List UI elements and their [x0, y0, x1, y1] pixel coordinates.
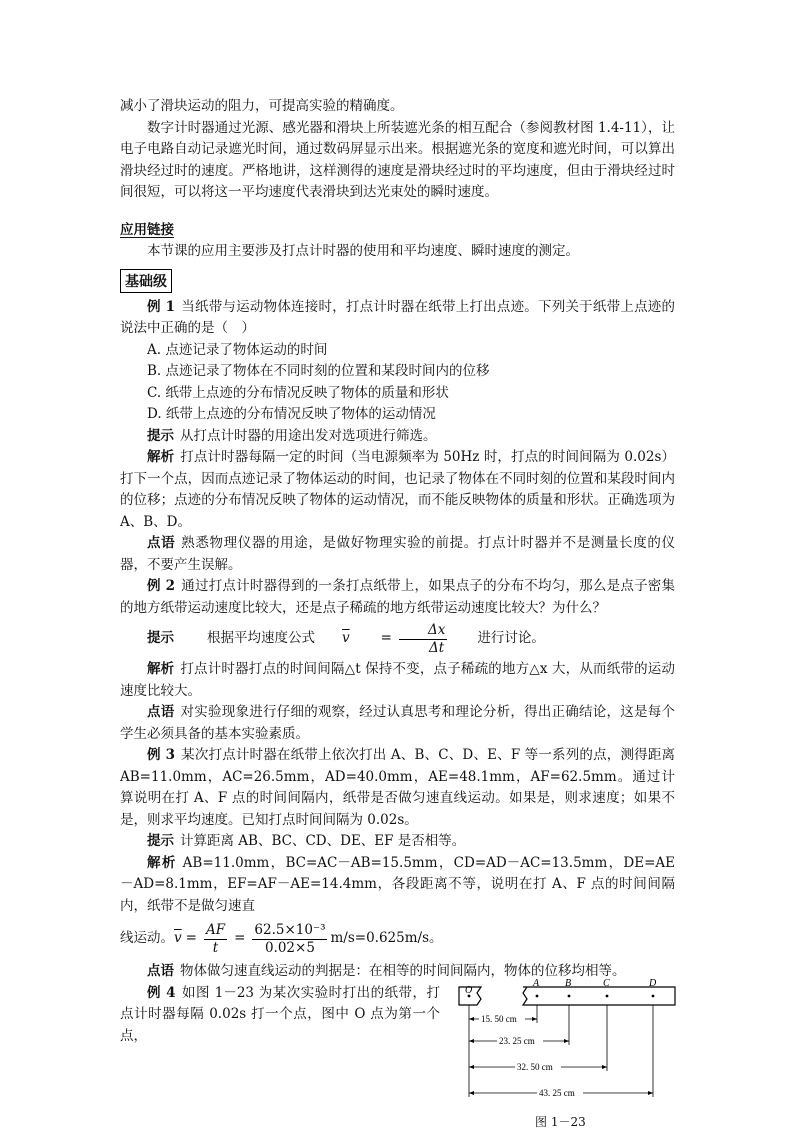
tape-figure: [457, 979, 677, 1119]
mean-velocity-symbol: $\overline{v}$: [342, 630, 350, 647]
equals-sign: =: [185, 930, 197, 947]
ex4-question: [120, 983, 440, 1048]
dim-label-oc: 32. 50 cm: [517, 1061, 553, 1072]
ex1-comment-text: 熟悉物理仪器的用途，是做好物理实验的前提。打点计时器并不是测量长度的仪器，不要产生误解。: [120, 535, 675, 573]
ex1-analysis: [120, 447, 675, 533]
point-d: [652, 994, 655, 997]
document-page: [120, 96, 676, 1129]
fraction-numerator: Δx: [399, 622, 447, 640]
point-a: [536, 994, 539, 997]
ex3-formula-after: m/s=0.625m/s。: [330, 930, 443, 947]
ex3-analysis-text: AB=11.0mm，BC=AC－AB=15.5mm，CD=AD－AC=13.5mm，DE=AE－AD=8.1mm，EF=AF－AE=14.4mm，各段距离不等，说明在打 A、F 点的时间间隔内，纸带不是做匀速直: [120, 854, 676, 914]
ex4-label: 例 4: [147, 984, 176, 1001]
ex2-question: [120, 576, 675, 619]
equals-sign: =: [380, 630, 392, 647]
distance-over-time-fraction: [204, 922, 227, 957]
ex3-formula: [120, 917, 675, 961]
ex3-formula-before: 线运动。: [120, 930, 174, 947]
ex3-label: 例 3: [147, 747, 175, 763]
intro-paragraph-1: 减小了滑块运动的阻力，可提高实验的精确度。: [120, 98, 404, 114]
ex2-analysis: [120, 659, 675, 702]
ex2-label: 例 2: [147, 578, 176, 594]
ex1-hint-text: 从打点计时器的用途出发对选项进行筛选。: [180, 427, 437, 444]
dim-label-ob: 23. 25 cm: [499, 1035, 535, 1046]
ex2-analysis-text: 打点计时器打点的时间间隔△t 保持不变，点子稀疏的地方△x 大，从而纸带的运动速度比较大。: [120, 661, 675, 699]
ex1-question: [120, 297, 675, 340]
ex3-analysis: [120, 853, 675, 918]
ex1-label: 例 1: [147, 298, 176, 315]
label-c: C: [603, 978, 610, 989]
ex1-option-a: A. 点迹记录了物体运动的时间: [147, 341, 328, 358]
ex2-comment-text: 对实验现象进行仔细的观察，经过认真思考和理论分析，得出正确结论，这是每个学生必须具备的基本实验素质。: [120, 704, 676, 742]
fraction-denominator: 0.02×5: [264, 939, 315, 956]
ex3-question: [120, 745, 675, 831]
ex2-hint-before: 根据平均速度公式: [207, 630, 315, 647]
ex1-analysis-text: 打点计时器每隔一定的时间（当电源频率为 50Hz 时，打点的时间间隔为 0.02s）打下一个点，因而点迹记录了物体运动的时间，也记录了物体在不同时刻的位置和某段时间内的位移；点迹的分布情况反映了物体的运动情况，而不能反映物体的质量和形状。正确选项为 A、B、D。: [120, 449, 675, 530]
ex1-comment-label: 点语: [147, 535, 176, 551]
figure-caption: 图 1－23: [535, 1114, 586, 1129]
mean-velocity-symbol: $\overline{v}$: [174, 930, 182, 947]
velocity-fraction: [399, 622, 447, 657]
ex3-hint: [120, 831, 675, 853]
label-a: A: [533, 978, 540, 989]
ex3-analysis-label: 解析: [147, 854, 177, 871]
ex1-hint: [120, 426, 675, 448]
point-c: [606, 994, 609, 997]
section-description: 本节课的应用主要涉及打点计时器的使用和平均速度、瞬时速度的测定。: [147, 243, 579, 259]
ex1-option-b: B. 点迹记录了物体在不同时刻的位置和某段时间内的位移: [147, 363, 490, 379]
ex2-comment-label: 点语: [147, 704, 175, 720]
dim-label-oa: 15. 50 cm: [481, 1013, 517, 1024]
ex2-hint: [120, 619, 675, 659]
ex2-question-text: 通过打点计时器得到的一条打点纸带上，如果点子的分布不均匀，那么是点子密集的地方纸带运动速度比较大，还是点子稀疏的地方纸带运动速度比较大？为什么？: [120, 578, 676, 616]
fraction-denominator: Δt: [429, 639, 445, 656]
ex1-question-text: 当纸带与运动物体连接时，打点计时器在纸带上打出点迹。下列关于纸带上点迹的说法中正确的是（ ）: [120, 298, 676, 336]
ex2-comment: [120, 702, 675, 745]
ex3-hint-label: 提示: [147, 833, 174, 849]
level-badge: 基础级: [120, 269, 172, 293]
section-title: 应用链接: [120, 221, 174, 238]
point-b: [568, 994, 571, 997]
ex3-comment-label: 点语: [147, 963, 174, 979]
fraction-numerator: 62.5×10⁻³: [254, 921, 326, 938]
ex1-option-d: D. 纸带上点迹的分布情况反映了物体的运动情况: [147, 406, 436, 422]
ex3-hint-text: 计算距离 AB、BC、CD、DE、EF 是否相等。: [180, 833, 466, 849]
ex2-hint-label: 提示: [147, 630, 174, 647]
fraction-numerator: AF: [205, 921, 226, 938]
ex1-comment: [120, 533, 675, 576]
fraction-denominator: t: [212, 939, 219, 956]
dim-label-od: 43. 25 cm: [539, 1087, 575, 1098]
ex4-block: [120, 978, 675, 1129]
label-b: B: [565, 978, 572, 989]
ex3-question-text: 某次打点计时器在纸带上依次打出 A、B、C、D、E、F 等一系列的点，测得距离 AB=11.0mm，AC=26.5mm，AD=40.0mm，AE=48.1mm，AF=62.5mm。通过计算说明在打 A、F 点的时间间隔内，纸带是否做匀速直线运动。如果是，则求速度；如果不是，则求平均速度。已知打点时间间隔为 0.02s。: [120, 747, 675, 828]
numeric-fraction: [252, 922, 327, 957]
ex3-comment-text: 物体做匀速直线运动的判据是：在相等的时间间隔内，物体的位移均相等。: [180, 963, 626, 979]
label-d: D: [649, 978, 657, 989]
ex1-analysis-label: 解析: [147, 449, 175, 465]
ex2-analysis-label: 解析: [147, 661, 175, 677]
ex1-hint-label: 提示: [147, 427, 174, 444]
equals-sign: =: [234, 930, 246, 947]
ex4-question-text: 如图 1－23 为某次实验时打出的纸带，打点计时器每隔 0.02s 打一个点，图中 O 点为第一个点，: [120, 984, 440, 1044]
label-o: O: [465, 984, 473, 996]
ex2-hint-after: 进行讨论。: [477, 630, 545, 647]
ex1-option-c: C. 纸带上点迹的分布情况反映了物体的质量和形状: [147, 384, 449, 401]
intro-paragraph-2: 数字计时器通过光源、感光器和滑块上所装遮光条的相互配合（参阅教材图 1.4-11），让电子电路自动记录遮光时间，通过数码屏显示出来。根据遮光条的宽度和遮光时间，可以算出滑块经过时的速度。严格地讲，这样测得的速度是滑块经过时的平均速度，但由于滑块经过时间很短，可以将这一平均速度代表滑块到达光束处的瞬时速度。: [120, 119, 675, 200]
